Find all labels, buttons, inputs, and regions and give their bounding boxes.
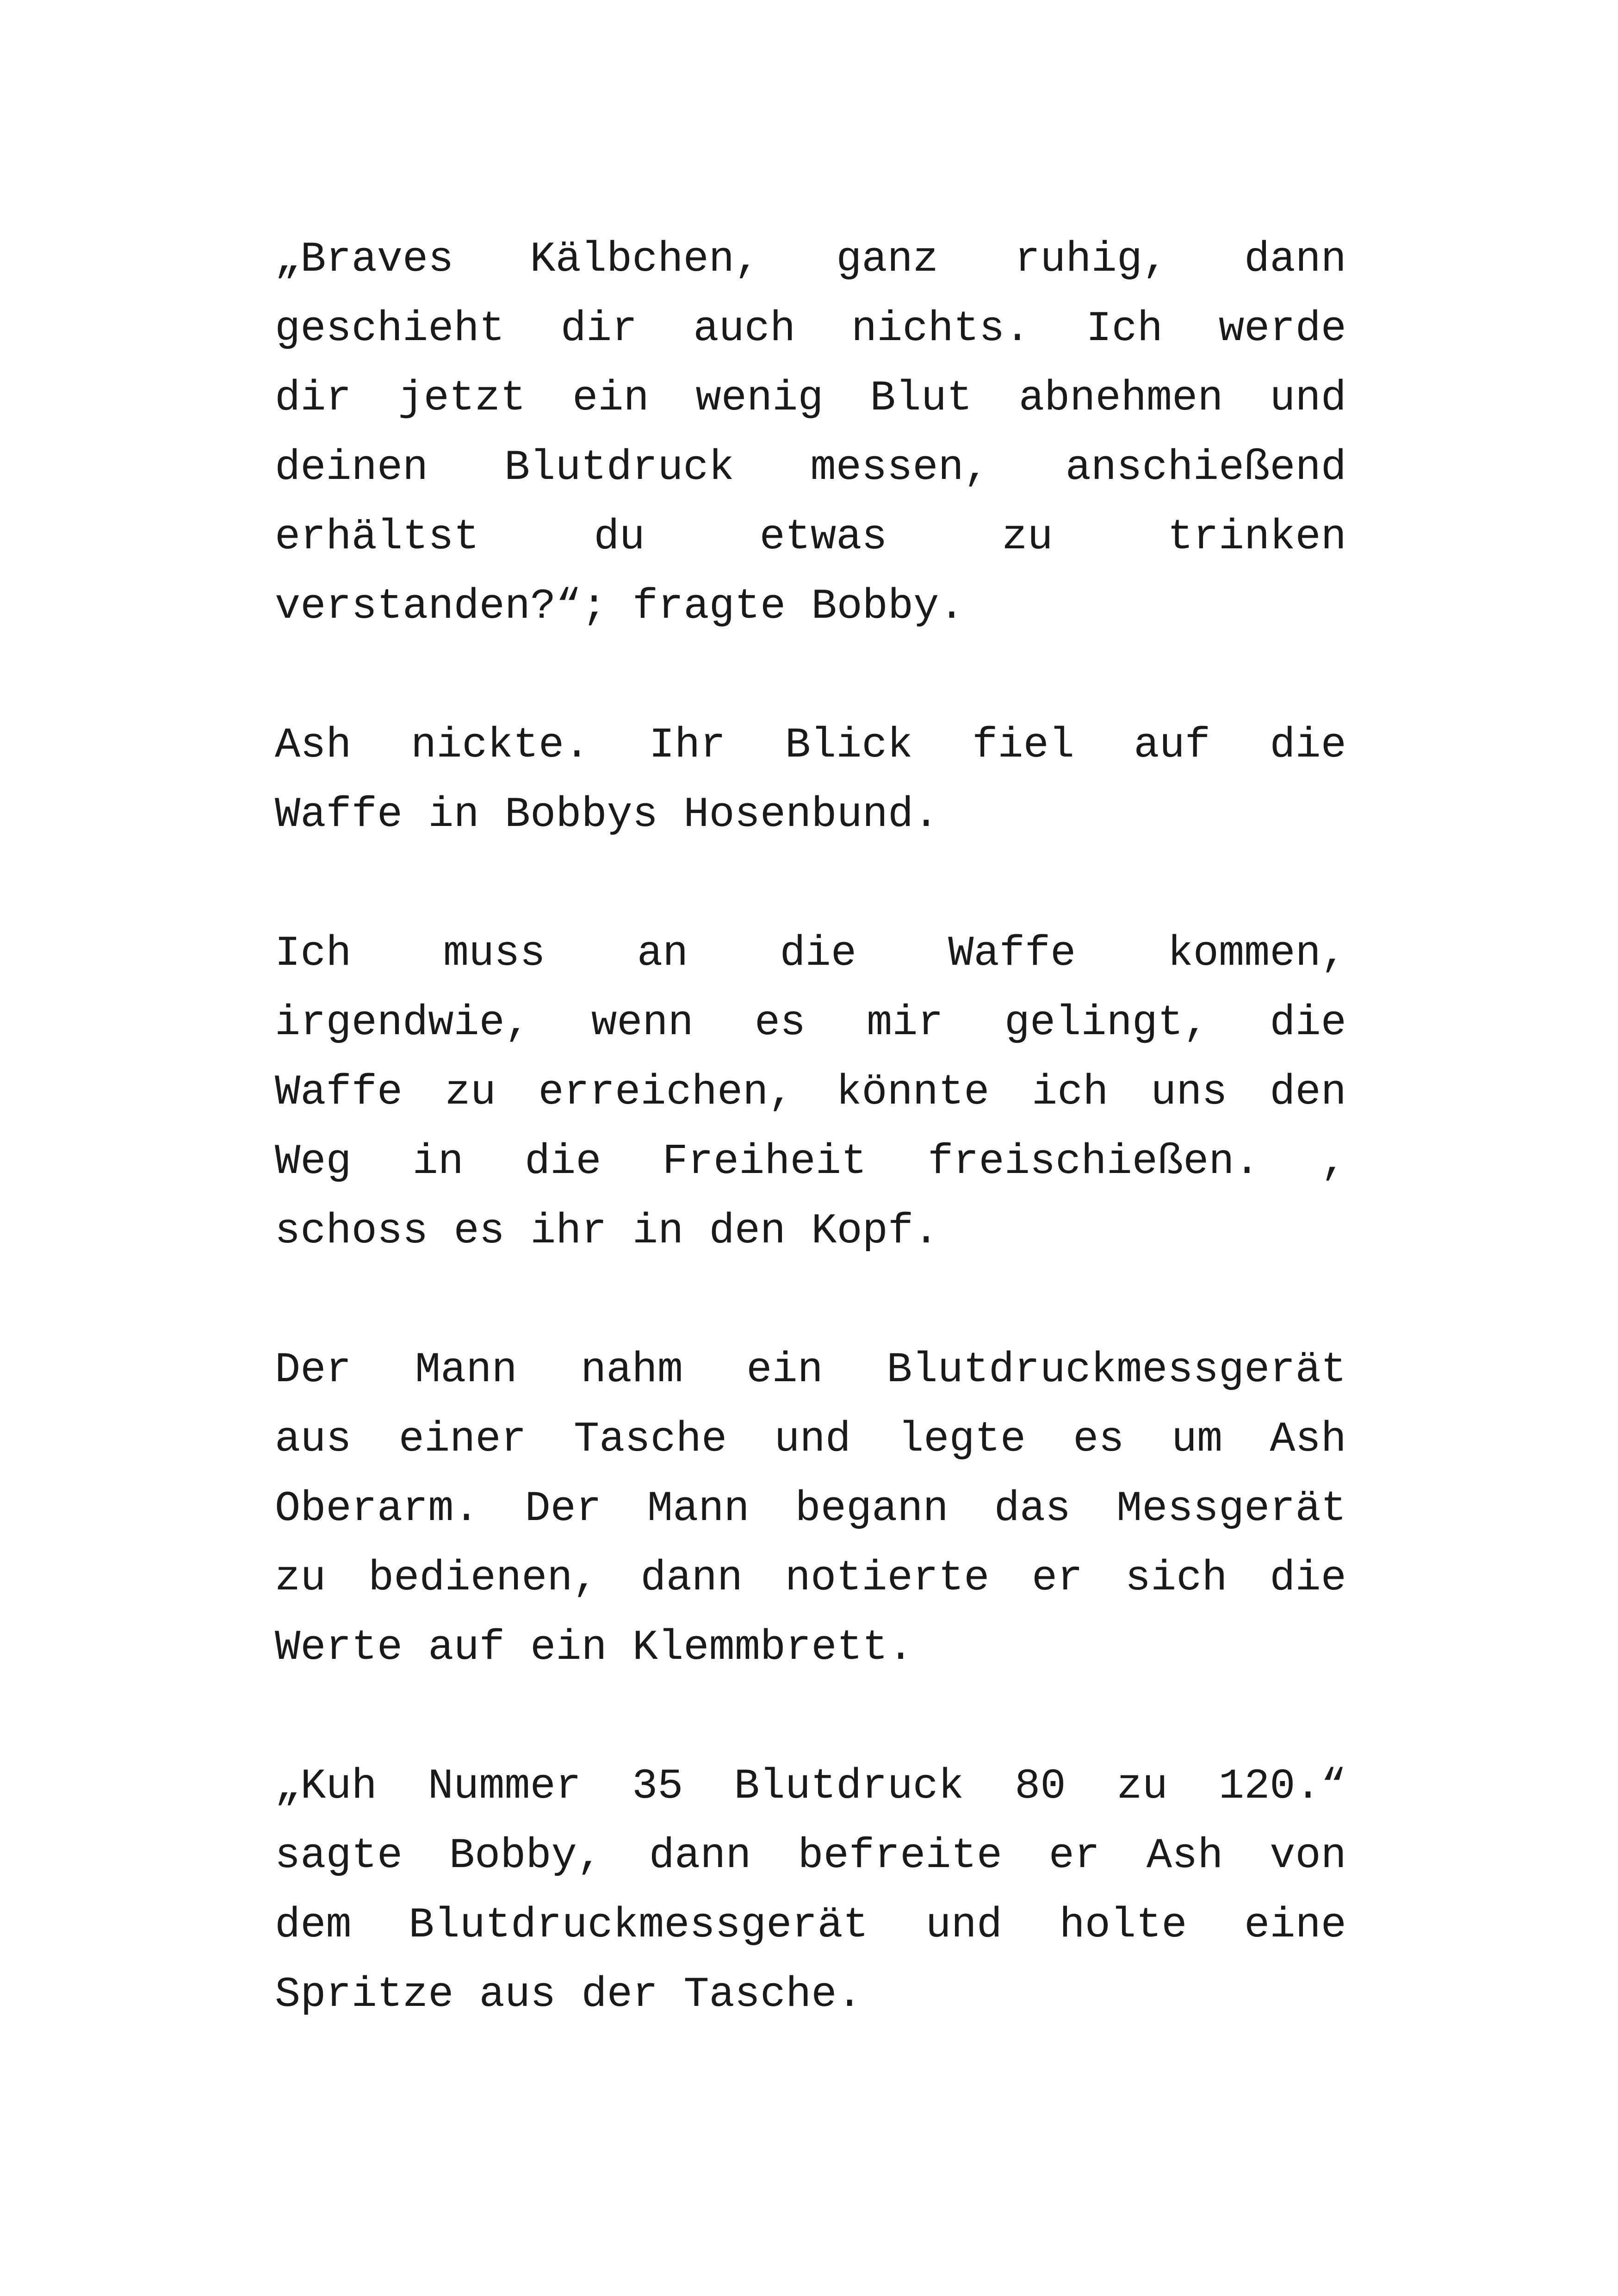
word: dann bbox=[640, 1554, 743, 1602]
word: um bbox=[1171, 1415, 1223, 1464]
word: bedienen, bbox=[368, 1554, 598, 1602]
word: anschießend bbox=[1065, 443, 1346, 492]
word: auf bbox=[1134, 721, 1210, 769]
text-line bbox=[275, 1544, 1346, 1613]
word: auch bbox=[693, 304, 796, 353]
word: eine bbox=[1244, 1901, 1346, 1949]
text-line bbox=[275, 1821, 1346, 1891]
paragraph bbox=[275, 225, 1346, 641]
word: schoss bbox=[275, 1207, 428, 1255]
text-line bbox=[275, 988, 1346, 1058]
word: die bbox=[780, 929, 857, 978]
text-line bbox=[275, 503, 1346, 572]
word: Bobbys bbox=[504, 790, 658, 839]
word: deinen bbox=[275, 443, 428, 492]
word: Blutdruckmessgerät bbox=[409, 1901, 868, 1949]
word: fiel bbox=[972, 721, 1075, 769]
word: ganz bbox=[836, 235, 939, 284]
word: könnte bbox=[836, 1068, 990, 1117]
word: Ash bbox=[1146, 1831, 1223, 1880]
word: es bbox=[754, 999, 806, 1047]
word: Der bbox=[525, 1484, 602, 1533]
paragraph-gap bbox=[275, 1682, 1346, 1752]
word: Bobby. bbox=[811, 582, 965, 631]
word: Waffe bbox=[275, 1068, 403, 1117]
word: die bbox=[1270, 999, 1346, 1047]
word: zu bbox=[1116, 1762, 1168, 1811]
text-line bbox=[275, 919, 1346, 988]
paragraph bbox=[275, 711, 1346, 850]
word: Ash bbox=[1270, 1415, 1346, 1464]
word: ich bbox=[1031, 1068, 1109, 1117]
word: notierte bbox=[785, 1554, 990, 1602]
text-line bbox=[275, 364, 1346, 433]
word: geschieht bbox=[275, 304, 505, 353]
word: aus bbox=[479, 1970, 556, 2019]
word: kommen, bbox=[1167, 929, 1346, 978]
word: die bbox=[524, 1137, 601, 1186]
word: die bbox=[1270, 721, 1346, 769]
word: ruhig, bbox=[1014, 235, 1168, 284]
word: Der bbox=[275, 1346, 352, 1394]
text-line bbox=[275, 711, 1346, 780]
word: Ich bbox=[1086, 304, 1163, 353]
word: in bbox=[428, 790, 479, 839]
word: einer bbox=[398, 1415, 527, 1464]
word: mir bbox=[867, 999, 943, 1047]
word: Mann bbox=[647, 1484, 750, 1533]
word: es bbox=[1073, 1415, 1124, 1464]
word: Blutdruck bbox=[734, 1762, 964, 1811]
word: zu bbox=[445, 1068, 496, 1117]
word: jetzt bbox=[398, 374, 526, 422]
paragraph-gap bbox=[275, 1266, 1346, 1335]
word: wenig bbox=[695, 374, 824, 422]
word: ihr bbox=[530, 1207, 607, 1255]
word: begann bbox=[795, 1484, 948, 1533]
word: der bbox=[581, 1970, 658, 2019]
word: , bbox=[1320, 1137, 1346, 1186]
word: Bobby, bbox=[449, 1831, 603, 1880]
word: 80 bbox=[1015, 1762, 1066, 1811]
word: von bbox=[1270, 1831, 1346, 1880]
word: irgendwie, bbox=[275, 999, 531, 1047]
word: Blutdruck bbox=[504, 443, 734, 492]
word: „Kuh bbox=[275, 1762, 377, 1811]
text-line bbox=[275, 1752, 1346, 1821]
text-line bbox=[275, 1335, 1346, 1405]
text-line bbox=[275, 1891, 1346, 1960]
text-line bbox=[275, 1960, 1346, 2029]
word: 35 bbox=[632, 1762, 683, 1811]
word: in bbox=[412, 1137, 464, 1186]
word: werde bbox=[1218, 304, 1346, 353]
word: Tasche bbox=[573, 1415, 727, 1464]
word: und bbox=[925, 1901, 1003, 1949]
word: auf bbox=[428, 1623, 505, 1672]
word: du bbox=[594, 513, 645, 561]
word: Ich bbox=[275, 929, 352, 978]
word: erhältst bbox=[275, 513, 479, 561]
word: 120.“ bbox=[1218, 1762, 1346, 1811]
word: ein bbox=[572, 374, 649, 422]
word: er bbox=[1048, 1831, 1100, 1880]
word: nickte. bbox=[410, 721, 590, 769]
word: Ash bbox=[275, 721, 352, 769]
word: aus bbox=[275, 1415, 352, 1464]
word: Waffe bbox=[275, 790, 403, 839]
word: etwas bbox=[759, 513, 887, 561]
word: „Braves bbox=[275, 235, 454, 284]
paragraph bbox=[275, 919, 1346, 1266]
word: er bbox=[1031, 1554, 1083, 1602]
word: dann bbox=[649, 1831, 751, 1880]
word: nichts. bbox=[851, 304, 1030, 353]
word: und bbox=[774, 1415, 851, 1464]
word: Werte bbox=[275, 1623, 403, 1672]
word: uns bbox=[1151, 1068, 1227, 1117]
paragraph bbox=[275, 1752, 1346, 2029]
word: und bbox=[1270, 374, 1346, 422]
word: Kopf. bbox=[811, 1207, 939, 1255]
text-line bbox=[275, 1197, 1346, 1266]
word: Messgerät bbox=[1116, 1484, 1346, 1533]
word: ein bbox=[746, 1346, 823, 1394]
word: muss bbox=[443, 929, 546, 978]
word: Blick bbox=[785, 721, 913, 769]
word: Oberarm. bbox=[275, 1484, 479, 1533]
word: dir bbox=[560, 304, 638, 353]
text-line bbox=[275, 1127, 1346, 1197]
word: trinken bbox=[1167, 513, 1346, 561]
word: dir bbox=[275, 374, 352, 422]
word: ein bbox=[530, 1623, 607, 1672]
word: abnehmen bbox=[1018, 374, 1223, 422]
word: Spritze bbox=[275, 1970, 454, 2019]
word: das bbox=[994, 1484, 1071, 1533]
word: messen, bbox=[810, 443, 989, 492]
word: legte bbox=[898, 1415, 1026, 1464]
word: nahm bbox=[581, 1346, 683, 1394]
text-line bbox=[275, 1058, 1346, 1127]
word: holte bbox=[1059, 1901, 1187, 1949]
word: gelingt, bbox=[1004, 999, 1209, 1047]
word: Klemmbrett. bbox=[632, 1623, 914, 1672]
text-line bbox=[275, 1474, 1346, 1544]
word: verstanden?“; bbox=[275, 582, 607, 631]
text-line bbox=[275, 780, 1346, 850]
word: Kälbchen, bbox=[530, 235, 760, 284]
word: freischießen. bbox=[928, 1137, 1260, 1186]
word: Weg bbox=[275, 1137, 352, 1186]
word: Ihr bbox=[649, 721, 726, 769]
paragraph-gap bbox=[275, 641, 1346, 711]
word: dem bbox=[275, 1901, 352, 1949]
word: sich bbox=[1125, 1554, 1227, 1602]
word: Blut bbox=[870, 374, 973, 422]
word: Mann bbox=[415, 1346, 517, 1394]
word: in bbox=[632, 1207, 684, 1255]
word: Nummer bbox=[428, 1762, 582, 1811]
word: wenn bbox=[591, 999, 694, 1047]
word: es bbox=[453, 1207, 505, 1255]
word: fragte bbox=[632, 582, 786, 631]
word: Tasche. bbox=[683, 1970, 862, 2019]
word: Waffe bbox=[948, 929, 1076, 978]
text-line bbox=[275, 433, 1346, 503]
word: Hosenbund. bbox=[683, 790, 939, 839]
paragraph-gap bbox=[275, 850, 1346, 919]
word: Freiheit bbox=[662, 1137, 867, 1186]
word: zu bbox=[1002, 513, 1053, 561]
word: erreichen, bbox=[538, 1068, 794, 1117]
word: den bbox=[709, 1207, 786, 1255]
word: die bbox=[1270, 1554, 1346, 1602]
text-line bbox=[275, 1613, 1346, 1682]
text-line bbox=[275, 1405, 1346, 1474]
word: dann bbox=[1244, 235, 1346, 284]
body-text bbox=[275, 225, 1346, 2029]
word: an bbox=[637, 929, 688, 978]
text-line bbox=[275, 294, 1346, 364]
word: befreite bbox=[798, 1831, 1003, 1880]
text-line bbox=[275, 225, 1346, 294]
word: zu bbox=[275, 1554, 326, 1602]
word: Blutdruckmessgerät bbox=[886, 1346, 1346, 1394]
word: sagte bbox=[275, 1831, 403, 1880]
paragraph bbox=[275, 1335, 1346, 1682]
text-line bbox=[275, 572, 1346, 641]
word: den bbox=[1270, 1068, 1346, 1117]
